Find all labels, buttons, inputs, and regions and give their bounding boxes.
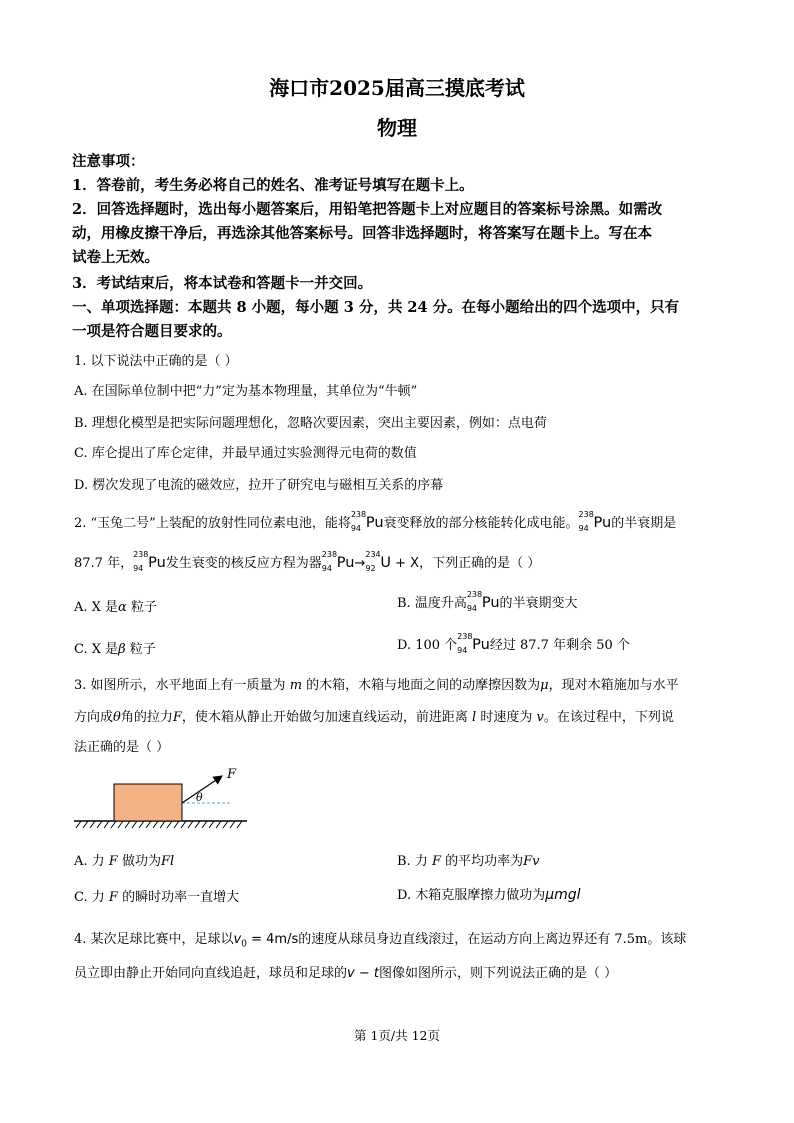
q2-option-a: A. X 是α 粒子 <box>74 600 157 615</box>
q1-option-b: B. 理想化模型是把实际问题理想化，忽略次要因素，突出主要因素，例如：点电荷 <box>74 416 547 431</box>
exam-title: 海口市2025届高三摸底考试 <box>269 76 525 100</box>
q2-option-b: B. 温度升高 238 94 Pu的半衰期变大 <box>397 590 578 613</box>
q1-option-c: C. 库仑提出了库仑定律，并最早通过实验测得元电荷的数值 <box>74 446 417 461</box>
q2-option-d: D. 100 个 238 94 Pu经过 87.7 年剩余 50 个 <box>397 632 630 655</box>
pu-isotope: 238 94 Pu <box>578 510 612 533</box>
page-footer: 第 1页/共 12页 <box>353 1028 441 1043</box>
notice-item-3: 3．考试结束后，将本试卷和答题卡一并交回。 <box>72 275 373 292</box>
q3-line-2: 方向成θ角的拉力F，使木箱从静止开始做匀加速直线运动，前进距离 l 时速度为 v。在该过程中，下列说 <box>74 710 674 725</box>
q3-option-c: C. 力 F 的瞬时功率一直增大 <box>74 890 240 905</box>
q1-option-d: D. 楞次发现了电流的磁效应，拉开了研究电与磁相互关系的序幕 <box>74 478 444 493</box>
q2-option-c: C. X 是β 粒子 <box>74 642 156 657</box>
q3-figure <box>72 764 252 830</box>
notice-item-2-line-3: 试卷上无效。 <box>72 249 159 266</box>
section-1-line-2: 一项是符合题目要求的。 <box>72 323 232 340</box>
q4-line-1: 4. 某次足球比赛中，足球以$v_0 = 4m/s$的速度从球员身边直线滚过，在运动方向上离边界还有 7.5m。该球 <box>74 932 687 950</box>
pu-isotope: 238 94 Pu <box>133 550 166 573</box>
q1-stem: 1. 以下说法中正确的是（ ） <box>74 354 238 369</box>
q3-option-d: D. 木箱克服摩擦力做功为μmgl <box>397 887 581 903</box>
subject-title: 物理 <box>377 116 417 140</box>
q2-line-2: 87.7 年， 238 94 Pu发生衰变的核反应方程为器 238 94 Pu→ 234 92 U + X，下列正确的是（ ） <box>74 550 541 573</box>
pu-isotope: 238 94 Pu <box>321 550 355 573</box>
angle-label: θ <box>196 791 203 804</box>
section-1-line-1: 一、单项选择题：本题共 8 小题，每小题 3 分，共 24 分。在每小题给出的四个选项中，只有 <box>72 299 680 316</box>
notice-item-2-line-2: 动，用橡皮擦干净后，再选涂其他答案标号。回答非选择题时，将答案写在题卡上。写在本 <box>72 225 652 242</box>
q4-line-2: 员立即由静止开始同向直线追赶，球员和足球的v − t图像如图所示，则下列说法正确的是（ ） <box>74 966 618 981</box>
q3-option-b: B. 力 F 的平均功率为Fv <box>397 854 540 869</box>
pu-isotope: 238 94 Pu <box>466 590 500 613</box>
force-label: F <box>227 767 237 782</box>
notice-item-1: 1．答卷前，考生务必将自己的姓名、准考证号填写在题卡上。 <box>72 177 474 194</box>
q3-line-3: 法正确的是（ ） <box>74 740 170 755</box>
q1-option-a: A. 在国际单位制中把“力”定为基本物理量，其单位为“牛顿” <box>74 384 418 399</box>
wooden-crate <box>114 784 182 821</box>
notice-item-2-line-1: 2．回答选择题时，选出每小题答案后，用铅笔把答题卡上对应题目的答案标号涂黑。如需改 <box>72 201 663 218</box>
pu-isotope: 238 94 Pu <box>457 632 490 655</box>
u-isotope: 234 92 U <box>365 550 391 573</box>
ground-hatching <box>76 821 242 828</box>
q3-line-1: 3. 如图所示，水平地面上有一质量为 m 的木箱，木箱与地面之间的动摩擦因数为μ，现对木箱施加与水平 <box>74 678 679 693</box>
q3-option-a: A. 力 F 做功为Fl <box>74 854 175 869</box>
pu-isotope: 238 94 Pu <box>350 510 384 533</box>
notice-heading: 注意事项： <box>72 153 145 170</box>
reaction-arrow: → <box>354 556 366 571</box>
q2-line-1: 2. “玉兔二号”上装配的放射性同位素电池，能将 238 94 Pu衰变释放的部分核能转化成电能。 238 94 Pu的半衰期是 <box>74 510 677 533</box>
